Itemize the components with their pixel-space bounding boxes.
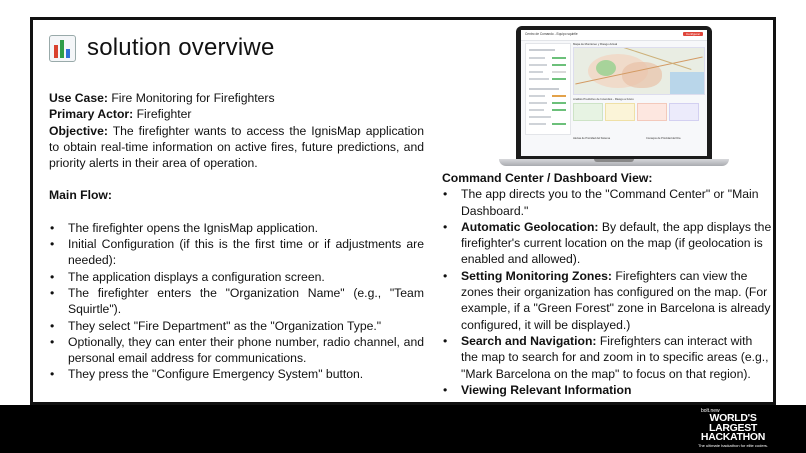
laptop-screen	[516, 26, 712, 159]
list-item: • The application displays a configuration screen.	[49, 269, 424, 285]
list-item: • Setting Monitoring Zones: Firefighters can view the zones their organization has configured on the map. (For example, if a "Green Forest" zone in Barcelona is already configured, it will be displayed.)	[442, 268, 772, 333]
dashboard-header-title: Centro de Comando - Equipo squirtle	[525, 32, 578, 36]
right-column	[442, 170, 772, 398]
list-item: • The firefighter opens the IgnisMap application.	[49, 220, 424, 236]
list-item: • Search and Navigation: Firefighters can interact with the map to search for and zoom in to specific areas (e.g., "Mark Barcelona on the map" to focus on that region).	[442, 333, 772, 382]
objective: Objective: The firefighter wants to access the IgnisMap application to obtain real-time information on active fires, future predictions, and priority alerts in their area of operation.	[49, 123, 424, 171]
map-title: Mapa de Monitoreo y Riesgo Actual	[573, 42, 618, 46]
use-case: Use Case: Fire Monitoring for Firefighters	[49, 91, 275, 105]
footer-right-title: Consejos de Prioridad del Día	[646, 137, 681, 140]
bar-chart-icon	[49, 35, 76, 62]
title-row	[49, 34, 275, 62]
dashboard-header-button: Configurar	[683, 32, 703, 36]
list-item: • Automatic Geolocation: By default, the app displays the firefighter's current location on the map (if geolocation is enabled and allowed).	[442, 219, 772, 268]
logo-line-3: HACKATHON	[700, 431, 766, 443]
predictions-title: Análisis Predictivo de Incendios - Riesgo a futuro	[573, 97, 634, 101]
dashboard-screenshot	[521, 30, 707, 156]
map-view	[573, 47, 705, 95]
logo-line-2: LARGEST	[708, 421, 758, 434]
slide-frame	[30, 17, 776, 405]
list-item: • They select "Fire Department" as the "Organization Type."	[49, 318, 424, 334]
list-item: • The firefighter enters the "Organization Name" (e.g., "Team Squirtle").	[49, 285, 424, 318]
primary-actor: Primary Actor: Firefighter	[49, 107, 192, 122]
logo-tagline: The ultimate hackathon for elite coders.	[697, 442, 769, 448]
command-center-heading: Command Center / Dashboard View:	[442, 171, 653, 185]
logo-line-1: WORLD'S	[709, 412, 757, 424]
list-item: • Optionally, they can enter their phone number, radio channel, and personal email address for communications.	[49, 334, 424, 367]
prediction-card	[669, 103, 699, 121]
prediction-card	[637, 103, 667, 121]
footer-bar	[0, 405, 806, 453]
prediction-card	[605, 103, 635, 121]
main-flow-list	[49, 220, 424, 383]
left-panel	[525, 43, 571, 135]
hackathon-logo-icon	[697, 408, 769, 450]
list-item: • Viewing Relevant Information	[442, 382, 772, 398]
list-item: • They press the "Configure Emergency System" button.	[49, 366, 424, 382]
list-item: • The app directs you to the "Command Center" or "Main Dashboard."	[442, 186, 772, 219]
laptop-base	[499, 159, 729, 166]
footer-left-title: Alertas de Prioridad del Sistema	[573, 137, 611, 140]
logo-small-text: bolt.new	[701, 408, 720, 414]
list-item: • Initial Configuration (if this is the first time or if adjustments are needed):	[49, 236, 424, 269]
slide-title: solution overviwe	[87, 34, 275, 61]
prediction-card	[573, 103, 603, 121]
laptop-mockup	[499, 26, 729, 171]
command-center-list	[442, 186, 772, 398]
left-column	[49, 90, 424, 383]
main-flow-heading: Main Flow:	[49, 188, 112, 203]
